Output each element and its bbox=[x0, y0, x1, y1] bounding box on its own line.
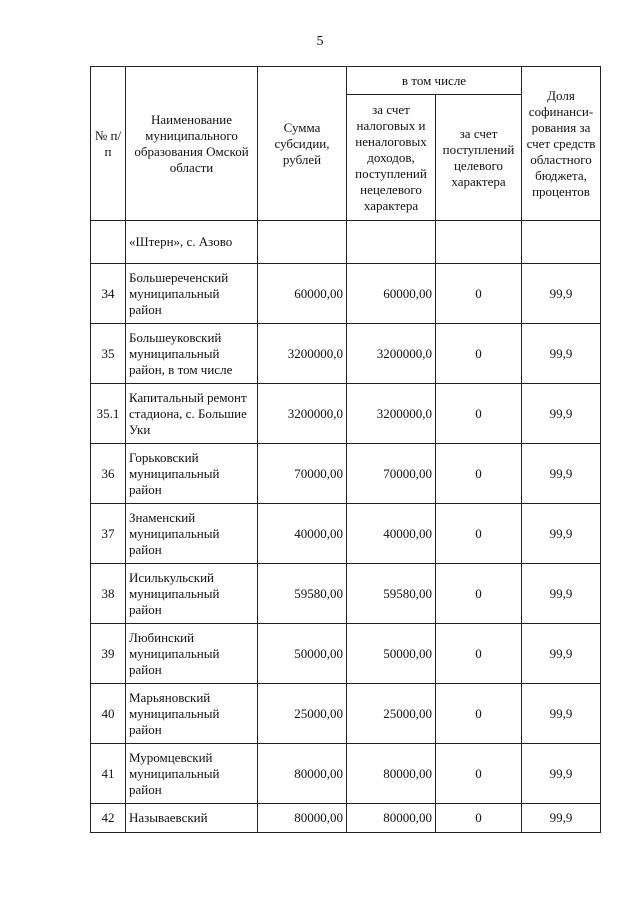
cell-name: Исилькульский муниципальный район bbox=[126, 564, 258, 624]
cell-sum: 59580,00 bbox=[258, 564, 347, 624]
cell-name: Капитальный ремонт стадиона, с. Большие Уки bbox=[126, 384, 258, 444]
cell-target: 0 bbox=[436, 504, 522, 564]
cell-share: 99,9 bbox=[522, 264, 601, 324]
cell-share: 99,9 bbox=[522, 504, 601, 564]
cell-name: Называевский bbox=[126, 804, 258, 833]
header-target: за счет поступлений целевого характера bbox=[436, 95, 522, 221]
cell-num: 42 bbox=[91, 804, 126, 833]
cell-share: 99,9 bbox=[522, 444, 601, 504]
cell-sum: 60000,00 bbox=[258, 264, 347, 324]
cell-target: 0 bbox=[436, 624, 522, 684]
cell-target: 0 bbox=[436, 444, 522, 504]
cell-nontarget: 80000,00 bbox=[347, 804, 436, 833]
cell-target: 0 bbox=[436, 684, 522, 744]
header-name: Наименование муниципального образования Омской области bbox=[126, 67, 258, 221]
cell-sum: 50000,00 bbox=[258, 624, 347, 684]
header-num: № п/п bbox=[91, 67, 126, 221]
cell-target: 0 bbox=[436, 564, 522, 624]
cell-num: 34 bbox=[91, 264, 126, 324]
table-row bbox=[91, 624, 601, 684]
header-sum: Сумма субсидии, рублей bbox=[258, 67, 347, 221]
cell-sum: 3200000,0 bbox=[258, 324, 347, 384]
cell-share: 99,9 bbox=[522, 804, 601, 833]
header-including: в том числе bbox=[347, 67, 522, 95]
cell-target bbox=[436, 221, 522, 264]
cell-num: 41 bbox=[91, 744, 126, 804]
header-nontarget: за счет налоговых и неналоговых доходов, поступлений нецелевого характера bbox=[347, 95, 436, 221]
cell-share bbox=[522, 221, 601, 264]
cell-share: 99,9 bbox=[522, 684, 601, 744]
cell-name: Муромцевский муниципальный район bbox=[126, 744, 258, 804]
subsidy-table bbox=[90, 66, 601, 833]
page-number: 5 bbox=[316, 34, 324, 49]
cell-num: 40 bbox=[91, 684, 126, 744]
cell-name: Любинский муниципальный район bbox=[126, 624, 258, 684]
cell-num: 37 bbox=[91, 504, 126, 564]
cell-num: 39 bbox=[91, 624, 126, 684]
table-row bbox=[91, 384, 601, 444]
cell-sum: 80000,00 bbox=[258, 744, 347, 804]
cell-nontarget: 3200000,0 bbox=[347, 384, 436, 444]
cell-nontarget: 60000,00 bbox=[347, 264, 436, 324]
table-row bbox=[91, 264, 601, 324]
cell-num: 35.1 bbox=[91, 384, 126, 444]
cell-num: 38 bbox=[91, 564, 126, 624]
cell-num: 35 bbox=[91, 324, 126, 384]
table-row bbox=[91, 564, 601, 624]
cell-nontarget: 25000,00 bbox=[347, 684, 436, 744]
table-row bbox=[91, 744, 601, 804]
cell-sum: 80000,00 bbox=[258, 804, 347, 833]
cell-target: 0 bbox=[436, 384, 522, 444]
cell-sum: 25000,00 bbox=[258, 684, 347, 744]
cell-sum: 70000,00 bbox=[258, 444, 347, 504]
cell-target: 0 bbox=[436, 804, 522, 833]
cell-name: «Штерн», с. Азово bbox=[126, 221, 258, 264]
cell-sum: 3200000,0 bbox=[258, 384, 347, 444]
cell-nontarget: 40000,00 bbox=[347, 504, 436, 564]
table-row bbox=[91, 444, 601, 504]
cell-share: 99,9 bbox=[522, 744, 601, 804]
cell-share: 99,9 bbox=[522, 624, 601, 684]
cell-nontarget: 70000,00 bbox=[347, 444, 436, 504]
cell-target: 0 bbox=[436, 264, 522, 324]
cell-name: Знаменский муниципальный район bbox=[126, 504, 258, 564]
table-row bbox=[91, 324, 601, 384]
cell-sum bbox=[258, 221, 347, 264]
cell-num: 36 bbox=[91, 444, 126, 504]
cell-num bbox=[91, 221, 126, 264]
table-row bbox=[91, 804, 601, 833]
cell-nontarget bbox=[347, 221, 436, 264]
cell-name: Горьковский муниципальный район bbox=[126, 444, 258, 504]
table-row bbox=[91, 504, 601, 564]
table-row-continuation bbox=[91, 221, 601, 264]
cell-nontarget: 50000,00 bbox=[347, 624, 436, 684]
cell-nontarget: 59580,00 bbox=[347, 564, 436, 624]
cell-name: Большереченский муниципальный район bbox=[126, 264, 258, 324]
header-share: Доля софинанси-рования за счет средств областного бюджета, процентов bbox=[522, 67, 601, 221]
cell-sum: 40000,00 bbox=[258, 504, 347, 564]
cell-nontarget: 3200000,0 bbox=[347, 324, 436, 384]
table-row bbox=[91, 684, 601, 744]
cell-name: Марьяновский муниципальный район bbox=[126, 684, 258, 744]
cell-share: 99,9 bbox=[522, 564, 601, 624]
cell-share: 99,9 bbox=[522, 384, 601, 444]
cell-share: 99,9 bbox=[522, 324, 601, 384]
cell-target: 0 bbox=[436, 744, 522, 804]
cell-target: 0 bbox=[436, 324, 522, 384]
cell-name: Большеуковский муниципальный район, в том числе bbox=[126, 324, 258, 384]
cell-nontarget: 80000,00 bbox=[347, 744, 436, 804]
